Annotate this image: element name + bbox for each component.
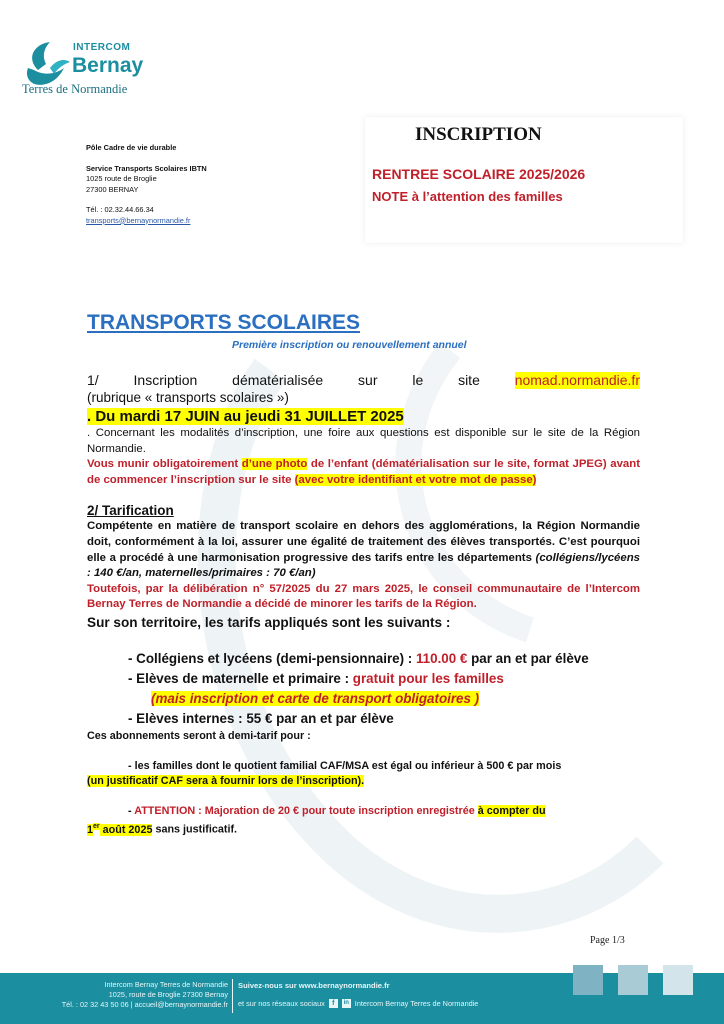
facebook-icon[interactable]: f xyxy=(329,999,338,1008)
rentree-line: RENTREE SCOLAIRE 2025/2026 xyxy=(372,166,586,182)
page-title: TRANSPORTS SCOLAIRES xyxy=(87,311,361,334)
sender-service: Service Transports Scolaires IBTN xyxy=(86,163,207,173)
page-subtitle: Première inscription ou renouvellement annuel xyxy=(232,339,467,351)
section1-heading xyxy=(87,372,640,389)
footer-org: Intercom Bernay Terres de Normandie xyxy=(104,980,228,989)
tarif-college xyxy=(87,649,640,669)
sender-address2: 27300 BERNAY xyxy=(86,184,139,194)
section1-word: sur xyxy=(358,372,378,388)
note-line: NOTE à l’attention des familles xyxy=(372,189,563,204)
territoire-text: Sur son territoire, les tarifs appliqués sont les suivants : xyxy=(87,614,451,630)
attention-dash: - xyxy=(128,804,135,817)
date-sup: er xyxy=(93,823,100,831)
nomad-site-link[interactable]: nomad.normandie.fr xyxy=(514,372,640,388)
sender-block xyxy=(86,143,207,226)
tarif-gratuit: gratuit pour les familles xyxy=(352,670,504,686)
region-tariffs: (collégiens/lycéens : 140 €/an, maternelles/primaires : 70 €/an) xyxy=(87,551,640,580)
attention-end: sans justificatif. xyxy=(152,823,238,836)
logo-intercom-text: INTERCOM xyxy=(73,42,131,53)
faq-text: . Concernant les modalités d’inscription, une foire aux questions est disponible sur le site de la Région Normandie. xyxy=(87,427,640,455)
sender-email-link[interactable]: transports@bernaynormandie.fr xyxy=(86,215,191,225)
caf-highlight: (un justificatif CAF sera à fournir lors de l’inscription). xyxy=(87,775,365,788)
footer-social-name: Intercom Bernay Terres de Normandie xyxy=(354,999,479,1008)
footer-square-icon xyxy=(663,965,693,995)
rubrique-text: (rubrique « transports scolaires ») xyxy=(87,390,289,405)
tarif-internes: - Elèves internes : 55 € par an et par élève xyxy=(128,710,394,726)
demi-tarif-text: Ces abonnements seront à demi-tarif pour : xyxy=(87,729,311,742)
logo-bernay-text: Bernay xyxy=(72,54,144,77)
caf-condition: - les familles dont le quotient familial CAF/MSA est égal ou inférieur à 500 € par mois xyxy=(128,759,562,772)
obligatoire-highlight: (mais inscription et carte de transport obligatoires ) xyxy=(151,690,480,706)
inscription-title: INSCRIPTION xyxy=(415,124,542,145)
section1-number: 1/ xyxy=(87,372,99,388)
logo-terres-text: Terres de Normandie xyxy=(22,82,128,96)
date-month: août 2025 xyxy=(99,823,153,836)
photo-text: Vous munir obligatoirement xyxy=(87,458,242,471)
tarif-label: - Collégiens et lycéens (demi-pensionnaire) : xyxy=(128,650,416,666)
intro-text: Compétente en matière de transport scolaire en dehors des agglomérations, la Région Normandie doit, conformément à la loi, assurer une égalité de traitement des élèves transportés. C’est pourquoi elle a procédé à une harmonisation progressive des tarifs entre les départements xyxy=(87,520,640,564)
attention-notice xyxy=(87,804,640,820)
section2-heading: 2/ Tarification xyxy=(87,503,174,519)
identifiant-highlight: (avec votre identifiant et votre mot de passe) xyxy=(294,473,537,486)
footer-square-icon xyxy=(618,965,648,995)
tarif-primaire xyxy=(87,669,640,689)
linkedin-icon[interactable]: in xyxy=(343,1000,349,1006)
tarif-suffix: par an et par élève xyxy=(467,650,589,666)
date-day: 1 xyxy=(87,823,94,836)
tarif-label: - Elèves de maternelle et primaire : xyxy=(128,670,353,686)
sender-address1: 1025 route de Broglie xyxy=(86,174,157,183)
section1-word: site xyxy=(458,372,480,388)
deliberation-text: Toutefois, par la délibération n° 57/2025 du 27 mars 2025, le conseil communautaire de l’Intercom Bernay Terres de Normandie a décidé de minorer les tarifs de la Région. xyxy=(87,582,640,611)
photo-text: de l’enfant (dématérialisation sur le site, format JPEG) avant de commencer l’inscription sur le site xyxy=(87,458,640,486)
section1-word: dématérialisée xyxy=(232,372,324,388)
page-number: Page 1/3 xyxy=(590,935,625,946)
tarif-price: 110.00 € xyxy=(415,650,468,666)
inscription-dates xyxy=(87,407,640,426)
attention-text: ATTENTION : Majoration de 20 € pour toute inscription enregistrée xyxy=(134,804,478,817)
photo-highlight: d’une photo xyxy=(241,458,308,471)
sender-pole: Pôle Cadre de vie durable xyxy=(86,143,177,152)
footer-address xyxy=(90,980,228,999)
section1-word: Inscription xyxy=(133,372,198,388)
section1-word: le xyxy=(412,372,424,388)
footer-addr: 1025, route de Broglie 27300 Bernay xyxy=(108,989,228,999)
footer-contact: Tél. : 02 32 43 50 06 | accueil@bernaynormandie.fr xyxy=(61,1000,228,1009)
photo-notice xyxy=(87,457,640,488)
footer-square-icon xyxy=(573,965,603,995)
tarification-intro xyxy=(87,519,640,581)
main-content xyxy=(87,372,640,839)
attention-highlight: à compter du xyxy=(477,804,546,817)
footer-social xyxy=(238,999,478,1008)
dates-highlight: . Du mardi 17 JUIN au jeudi 31 JUILLET 2025 xyxy=(87,408,404,425)
footer-website[interactable]: Suivez-nous sur www.bernaynormandie.fr xyxy=(238,981,390,990)
attention-date xyxy=(87,819,640,838)
footer-social-text: et sur nos réseaux sociaux xyxy=(238,999,325,1008)
footer-divider xyxy=(232,979,233,1013)
sender-phone: Tél. : 02.32.44.66.34 xyxy=(86,205,154,214)
tarif-primaire-note xyxy=(87,689,640,709)
caf-justificatif xyxy=(87,774,640,790)
